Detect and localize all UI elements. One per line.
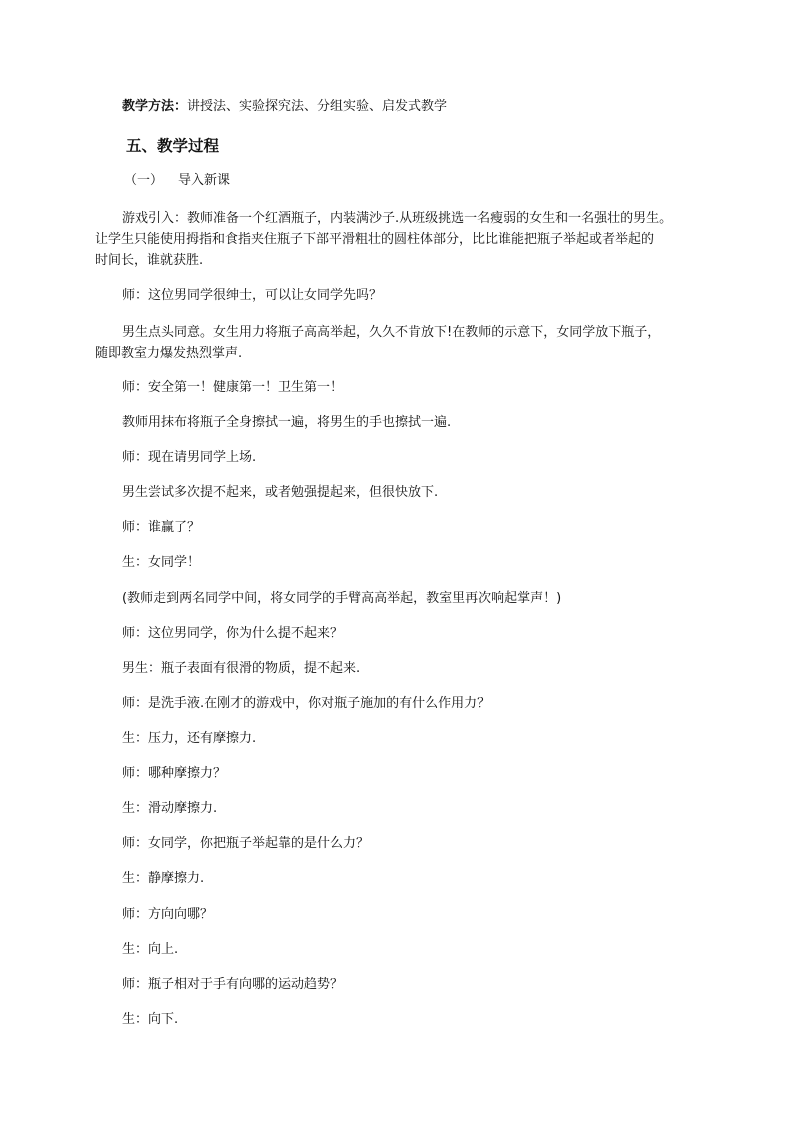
dialogue-line: 师：安全第一！健康第一！卫生第一！ [122, 380, 344, 395]
subsection-title: 导入新课 [178, 173, 231, 188]
dialogue-line: 师：哪种摩擦力？ [122, 766, 227, 781]
dialogue-line: 教师用抹布将瓶子全身擦拭一遍，将男生的手也擦拭一遍. [122, 415, 452, 430]
dialogue-line: 师：这位男同学很绅士，可以让女同学先吗？ [122, 288, 383, 303]
teaching-method-line [122, 97, 447, 117]
dialogue-line: 生：压力，还有摩擦力. [122, 731, 257, 746]
intro-line: 让学生只能使用拇指和食指夹住瓶子下部平滑粗壮的圆柱体部分，比比谁能把瓶子举起或者举起的 [95, 232, 655, 247]
teaching-method-text: 讲授法、实验探究法、分组实验、启发式教学 [187, 99, 448, 114]
dialogue-line: 生：滑动摩擦力. [122, 801, 218, 816]
dialogue-line: (教师走到两名同学中间，将女同学的手臂高高举起，教室里再次响起掌声！) [122, 591, 562, 606]
section-title: 五、教学过程 [126, 137, 220, 155]
subsection-number: （一） [124, 173, 164, 188]
dialogue-line: 生：向下. [122, 1012, 179, 1027]
dialogue-line: 生：向上. [122, 942, 179, 957]
dialogue-line: 师：现在请男同学上场. [122, 450, 257, 465]
dialogue-line: 男生尝试多次提不起来，或者勉强提起来，但很快放下. [122, 485, 439, 500]
intro-paragraph [95, 208, 705, 271]
agree-line: 男生点头同意。女生用力将瓶子高高举起，久久不肯放下!在教师的示意下，女同学放下瓶子， [122, 325, 661, 340]
dialogue-line: 师：是洗手液.在刚才的游戏中，你对瓶子施加的有什么作用力？ [122, 696, 491, 711]
dialogue-line: 师：方向向哪？ [122, 907, 214, 922]
dialogue-line: 生：静摩擦力. [122, 871, 205, 886]
subsection-heading [124, 171, 230, 191]
dialogue-line: 师：这位男同学，你为什么提不起来？ [122, 626, 344, 641]
dialogue-line: 生：女同学！ [122, 555, 201, 570]
dialogue-line: 师：瓶子相对于手有向哪的运动趋势？ [122, 977, 344, 992]
dialogue-line: 男生：瓶子表面有很滑的物质，提不起来. [122, 661, 361, 676]
agree-paragraph [95, 322, 710, 364]
dialogue-line: 师：谁赢了？ [122, 520, 201, 535]
agree-line: 随即教室力爆发热烈掌声. [95, 346, 243, 361]
intro-line: 时间长，谁就获胜. [95, 253, 204, 268]
dialogue-line: 师：女同学，你把瓶子举起靠的是什么力？ [122, 836, 370, 851]
teaching-method-label: 教学方法： [122, 99, 188, 114]
intro-line: 游戏引入：教师准备一个红酒瓶子，内装满沙子.从班级挑选一名瘦弱的女生和一名强壮的男生。 [122, 211, 673, 226]
